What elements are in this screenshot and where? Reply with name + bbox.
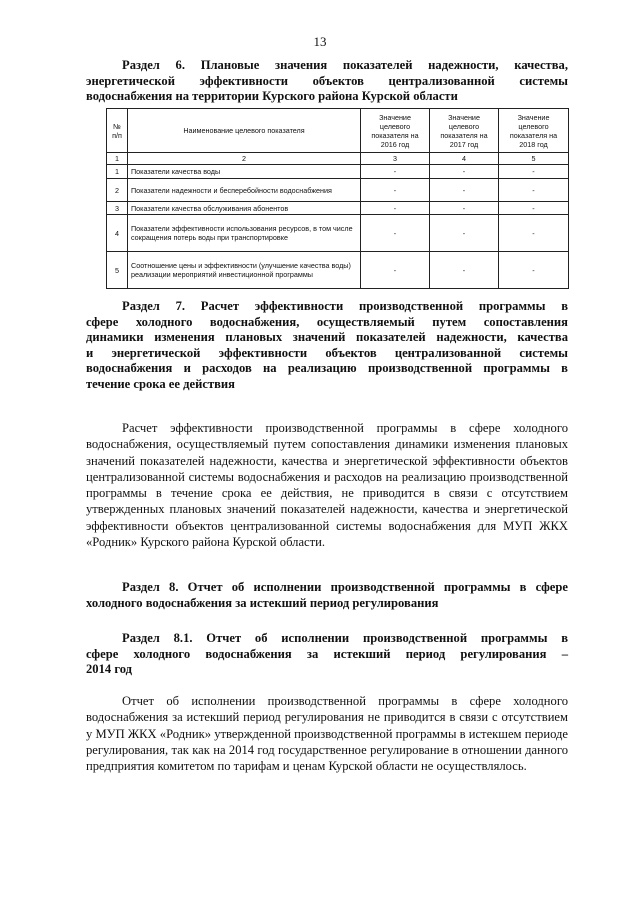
header-2018: Значение целевого показателя на 2018 год [499, 109, 569, 153]
row-num: 2 [107, 179, 128, 202]
table-row [107, 179, 569, 202]
section7-heading-line3: динамики изменения плановых значений показателей надежности, качества [86, 330, 568, 344]
row-num: 3 [107, 202, 128, 215]
row-value-2018: - [499, 179, 569, 202]
row-num: 1 [107, 165, 128, 179]
section8-heading [86, 580, 568, 611]
row-value-2016: - [361, 202, 430, 215]
section7-heading-line2: сфере холодного водоснабжения, осуществляемый путем сопоставления [86, 314, 568, 329]
row-value-2017: - [430, 179, 499, 202]
section7-heading-line6: течение срока ее действия [86, 376, 235, 391]
header-num: № п/п [107, 109, 128, 153]
header-2016: Значение целевого показателя на 2016 год [361, 109, 430, 153]
row-value-2016: - [361, 179, 430, 202]
column-number-row [107, 153, 569, 165]
section81-heading-line1: Раздел 8.1. Отчет об исполнении производственной программы в [122, 631, 568, 645]
page-number: 13 [313, 34, 327, 49]
table-row [107, 215, 569, 252]
section81-paragraph: Отчет об исполнении производственной программы в сфере холодного водоснабжения за истекший период регулирования не приводится в связи с отсутствием у МУП ЖКХ «Родник» утвержденной производственной программы в истекшем периоде регулирования, так как на 2014 год государственное регулирование в отношении данного предприятия комитетом по тарифам и ценам Курской области не осуществлялось. [86, 694, 568, 774]
row-num: 5 [107, 252, 128, 289]
row-name: Показатели эффективности использования ресурсов, в том числе сокращения потерь воды при транспортировке [128, 215, 361, 252]
col-number: 1 [107, 153, 128, 165]
row-value-2018: - [499, 165, 569, 179]
section7-heading-line4: и энергетической эффективности объектов централизованной системы [86, 345, 568, 360]
section7-heading-line1: Раздел 7. Расчет эффективности производственной программы в [122, 299, 568, 313]
section81-heading-line2: сфере холодного водоснабжения за истекший период регулирования – [86, 646, 568, 661]
indicators-table [106, 108, 569, 289]
table-row [107, 252, 569, 289]
col-number: 2 [128, 153, 361, 165]
row-value-2016: - [361, 165, 430, 179]
section6-heading-line3: водоснабжения на территории Курского района Курской области [86, 89, 458, 103]
section6-heading-line1: Раздел 6. Плановые значения показателей надежности, качества, [122, 58, 568, 72]
section8-heading-line2: холодного водоснабжения за истекший период регулирования [86, 595, 439, 610]
table-header-row [107, 109, 569, 153]
section6-heading-line2: энергетической эффективности объектов централизованной системы [86, 73, 568, 88]
row-name: Показатели надежности и бесперебойности водоснабжения [128, 179, 361, 202]
row-value-2017: - [430, 165, 499, 179]
row-value-2017: - [430, 252, 499, 289]
section7-heading-line5: водоснабжения и расходов на реализацию производственной программы в [86, 361, 568, 375]
row-value-2017: - [430, 215, 499, 252]
section7-heading [86, 299, 568, 392]
row-num: 4 [107, 215, 128, 252]
row-value-2018: - [499, 202, 569, 215]
col-number: 5 [499, 153, 569, 165]
row-name: Соотношение цены и эффективности (улучшение качества воды) реализации мероприятий инвестиционной программы [128, 252, 361, 289]
section8-heading-line1: Раздел 8. Отчет об исполнении производственной программы в сфере [122, 580, 568, 594]
section6-heading [86, 58, 568, 105]
header-name: Наименование целевого показателя [128, 109, 361, 153]
section81-heading-line3: 2014 год [86, 662, 133, 676]
section81-heading [86, 631, 568, 678]
section7-paragraph: Расчет эффективности производственной программы в сфере холодного водоснабжения, осуществляемый путем сопоставления динамики изменения плановых значений показателей надежности, качества и энергетической эффективности объектов централизованной системы водоснабжения и расходов на реализацию производственной программы в течение срока ее действия, не приводится в связи с отсутствием утвержденных плановых значений показателей надежности, качества и энергетической эффективности объектов централизованной системы водоснабжения для МУП ЖКХ «Родник» Курского района Курской области. [86, 421, 568, 550]
row-value-2017: - [430, 202, 499, 215]
row-value-2018: - [499, 252, 569, 289]
table-row [107, 165, 569, 179]
col-number: 4 [430, 153, 499, 165]
row-name: Показатели качества обслуживания абонентов [128, 202, 361, 215]
row-value-2016: - [361, 252, 430, 289]
row-value-2016: - [361, 215, 430, 252]
table-row [107, 202, 569, 215]
col-number: 3 [361, 153, 430, 165]
header-2017: Значение целевого показателя на 2017 год [430, 109, 499, 153]
row-name: Показатели качества воды [128, 165, 361, 179]
row-value-2018: - [499, 215, 569, 252]
